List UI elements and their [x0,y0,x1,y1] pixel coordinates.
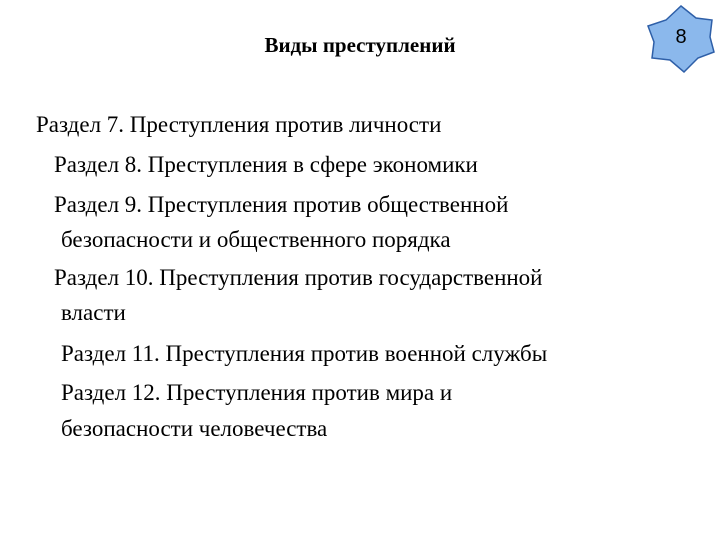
section-line: Раздел 11. Преступления против военной службы [61,341,548,366]
section-line: Раздел 8. Преступления в сфере экономики [54,152,478,177]
section-line: Раздел 7. Преступления против личности [36,112,442,137]
slide-title: Виды преступлений [264,33,456,57]
section-line: власти [61,300,126,325]
section-line: Раздел 12. Преступления против мира и [61,380,453,405]
section-line: безопасности и общественного порядка [61,227,451,252]
section-line: Раздел 10. Преступления против государственной [54,265,543,290]
section-line: безопасности человечества [61,416,328,441]
page-number: 8 [675,25,687,48]
page-number-badge [646,4,716,74]
section-line: Раздел 9. Преступления против общественной [54,192,509,217]
